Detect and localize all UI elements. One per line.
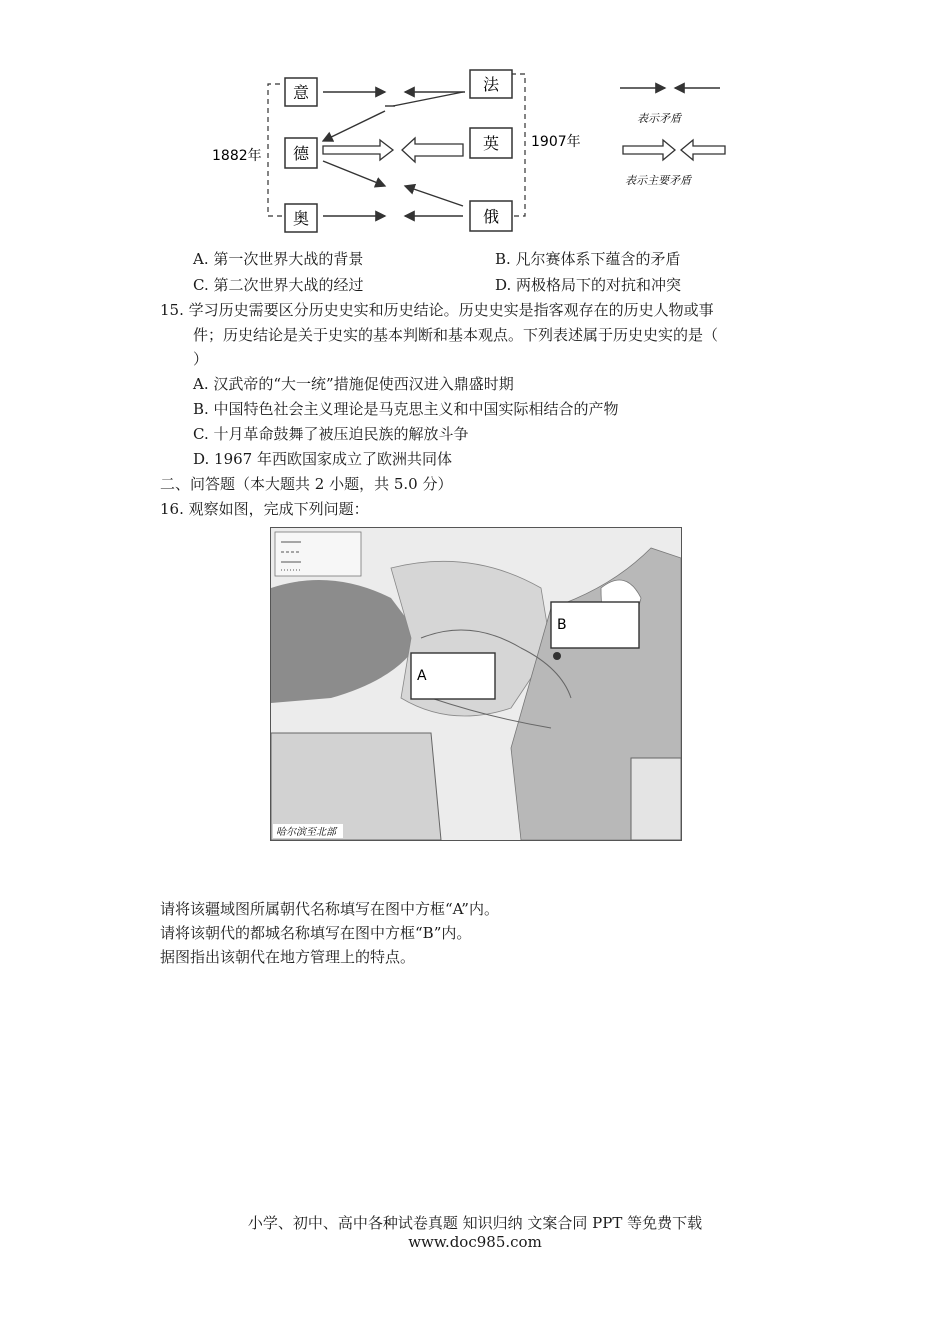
node-ao: 奥 [292, 209, 310, 228]
q16-stem: 16. 观察如图，完成下列问题： [160, 500, 369, 518]
q16-prompt-3: 据图指出该朝代在地方管理上的特点。 [160, 948, 416, 966]
q14-option-c: C. 第二次世界大战的经过 [193, 276, 364, 294]
section-heading: 二、问答题（本大题共 2 小题，共 5.0 分） [160, 475, 453, 493]
node-e: 俄 [482, 207, 500, 226]
footer-url[interactable]: www.doc985.com [408, 1233, 542, 1251]
q15-stem-line2: 件；历史结论是关于史实的基本判断和基本观点。下列表述属于历史史实的是（ [193, 326, 719, 344]
map-box-a-label: A [417, 668, 427, 684]
year-right: 1907年 [531, 134, 581, 150]
q15-option-b: B. 中国特色社会主义理论是马克思主义和中国实际相结合的产物 [193, 400, 619, 418]
q15-option-d: D. 1967 年西欧国家成立了欧洲共同体 [193, 450, 452, 468]
node-fa: 法 [482, 75, 500, 94]
territory-map [270, 527, 682, 841]
node-de: 德 [292, 144, 310, 163]
q16-prompt-2: 请将该朝代的都城名称填写在图中方框“B”内。 [160, 924, 472, 942]
q16-prompt-1: 请将该疆域图所属朝代名称填写在图中方框“A”内。 [160, 900, 499, 918]
alliance-diagram [205, 66, 745, 236]
year-left: 1882年 [212, 148, 262, 164]
legend-contradiction: 表示矛盾 [637, 112, 681, 125]
node-ying: 英 [482, 134, 500, 153]
q15-stem-line1: 15. 学习历史需要区分历史史实和历史结论。历史史实是指客观存在的历史人物或事 [160, 301, 714, 319]
footer-line1: 小学、初中、高中各种试卷真题 知识归纳 文案合同 PPT 等免费下载 [247, 1214, 703, 1232]
q14-option-b: B. 凡尔赛体系下蕴含的矛盾 [495, 250, 681, 268]
map-box-b-label: B [557, 617, 567, 633]
map-inset-label: 哈尔滨至北部 [276, 827, 336, 838]
q14-option-d: D. 两极格局下的对抗和冲突 [495, 276, 682, 294]
node-yi: 意 [292, 83, 310, 102]
q15-stem-line3: ） [193, 350, 209, 368]
q14-option-a: A. 第一次世界大战的背景 [193, 250, 364, 268]
q15-option-a: A. 汉武帝的“大一统”措施促使西汉进入鼎盛时期 [193, 375, 514, 393]
legend-main-contradiction: 表示主要矛盾 [625, 174, 691, 187]
q15-option-c: C. 十月革命鼓舞了被压迫民族的解放斗争 [193, 425, 469, 443]
